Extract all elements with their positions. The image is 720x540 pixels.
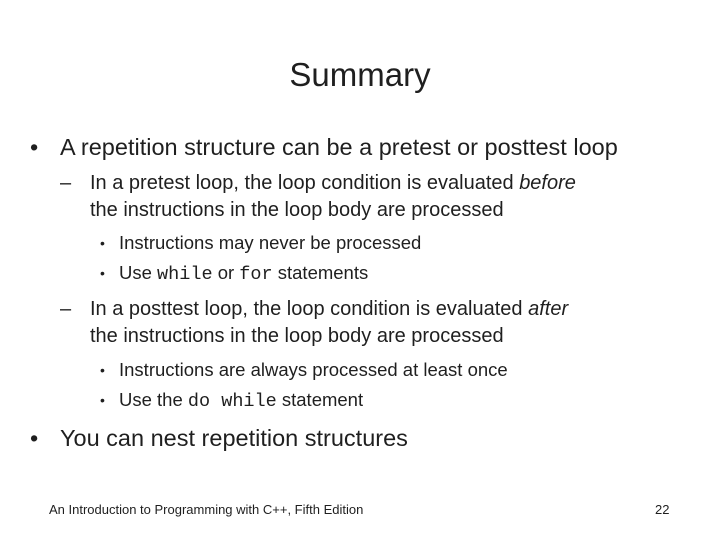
text-segment: statement	[276, 389, 364, 410]
dash-marker: –	[60, 298, 72, 320]
subbullet-posttest-loop	[60, 296, 568, 350]
bullet-marker: •	[30, 134, 39, 160]
text-segment: or	[212, 262, 240, 283]
detail-text: Instructions are always processed at least once	[119, 359, 508, 380]
page-number: 22	[655, 502, 670, 517]
code-keyword: do while	[187, 391, 277, 412]
subbullet-pretest-loop	[60, 170, 576, 224]
emphasis-text: before	[519, 172, 576, 194]
bullet-nest-structures	[30, 424, 408, 452]
code-keyword: for	[239, 264, 273, 285]
bullet-marker: •	[30, 425, 39, 451]
bullet-marker: •	[100, 265, 105, 281]
detail-text	[119, 258, 368, 290]
bullet-repetition-structure	[30, 133, 618, 161]
slide-title: Summary	[289, 56, 431, 93]
subbullet-text	[90, 170, 576, 224]
subbullet-line-2: the instructions in the loop body are processed	[90, 199, 504, 221]
bullet-marker: •	[100, 362, 105, 378]
bullet-text: A repetition structure can be a pretest or posttest loop	[60, 134, 618, 160]
footer-book-title: An Introduction to Programming with C++, Fifth Edition	[49, 502, 364, 517]
detail-never-processed	[100, 228, 421, 258]
subbullet-text	[90, 296, 568, 350]
subbullet-line-1	[90, 170, 576, 197]
detail-always-processed	[100, 355, 508, 385]
detail-text: Instructions may never be processed	[119, 232, 422, 253]
bullet-marker: •	[100, 235, 105, 251]
text-segment: In a posttest loop, the loop condition is evaluated	[90, 298, 529, 320]
detail-do-while	[100, 385, 363, 417]
text-segment: In a pretest loop, the loop condition is evaluated	[90, 172, 520, 194]
subbullet-line-2: the instructions in the loop body are processed	[90, 325, 504, 347]
text-segment: Use the	[119, 389, 188, 410]
code-keyword: while	[157, 264, 213, 285]
subbullet-line-1	[90, 296, 568, 323]
text-segment: Use	[119, 262, 158, 283]
detail-while-for	[100, 258, 368, 290]
text-segment: statements	[272, 262, 369, 283]
bullet-text: You can nest repetition structures	[60, 425, 408, 451]
detail-text	[119, 385, 363, 417]
bullet-marker: •	[100, 392, 105, 408]
emphasis-text: after	[528, 298, 569, 320]
dash-marker: –	[60, 172, 72, 194]
